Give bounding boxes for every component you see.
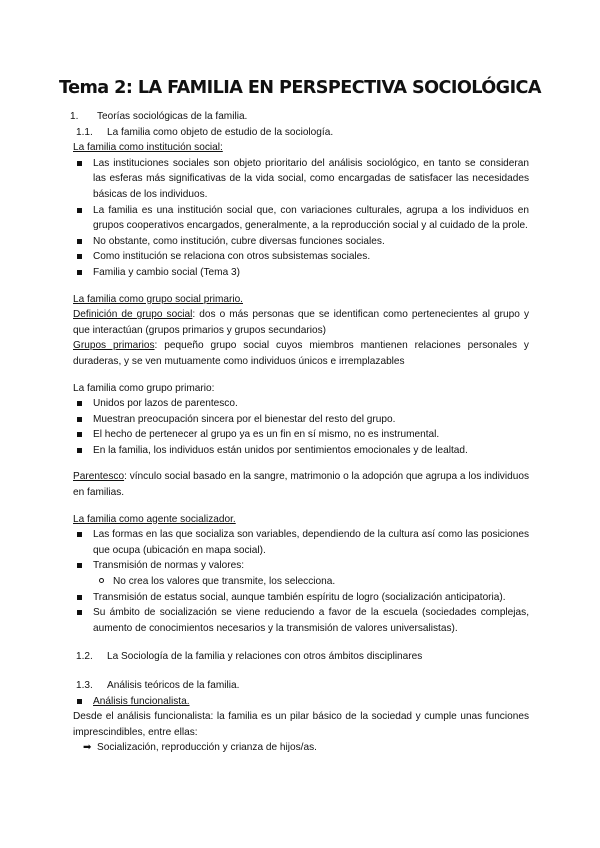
list-item: Transmisión de normas y valores:: [73, 558, 529, 574]
square-bullet-icon: [77, 532, 82, 537]
spacer: [73, 281, 529, 292]
square-bullet-icon: [77, 270, 82, 275]
grupos-primarios-term: Grupos primarios: [73, 340, 155, 352]
spacer: [73, 636, 529, 649]
grupo-primario-bullet-list: [73, 396, 529, 458]
grupo-primario-lead: La familia como grupo primario:: [73, 382, 215, 394]
institucion-bullet-list: [73, 156, 529, 281]
list-item: Las instituciones sociales son objeto prioritario del análisis sociológico, en tanto se consideran las esferas más significativas de la vida social, como encargadas de satisfacer las necesidades básicas de los individuos.: [73, 156, 529, 203]
list-item: Como institución se relaciona con otros subsistemas sociales.: [73, 249, 529, 265]
subsection-1-2-number: 1.2.: [76, 651, 93, 663]
square-bullet-icon: [77, 239, 82, 244]
spacer: [73, 458, 529, 469]
subsection-1-1-label: La familia como objeto de estudio de la sociología.: [107, 126, 334, 138]
parentesco-text: : vínculo social basado en la sangre, matrimonio o la adopción que agrupa a los individuos en familias.: [73, 471, 529, 499]
list-item: En la familia, los individuos están unidos por sentimientos emocionales y de lealtad.: [73, 443, 529, 459]
square-bullet-icon: [77, 448, 82, 453]
grupos-primarios-text: : pequeño grupo social cuyos miembros mantienen relaciones personales y duraderas, y se ven mutuamente como individuos únicos e irremplazables: [73, 340, 529, 367]
parentesco-term: Parentesco: [73, 471, 125, 483]
list-item-nested: No crea los valores que transmite, los selecciona.: [73, 574, 529, 590]
square-bullet-icon: [77, 417, 82, 422]
list-item: Su ámbito de socialización se viene reduciendo a favor de la escuela (sociedades complejas, aumento de conocimientos necesarios y la transmisión de valores universalistas).: [73, 605, 529, 636]
subsection-1-3-heading: [73, 678, 529, 694]
section-1-label: Teorías sociológicas de la familia.: [97, 111, 248, 122]
square-bullet-icon: [77, 161, 82, 166]
spacer: [73, 665, 529, 678]
list-item: Las formas en las que socializa son variables, dependiendo de la cultura así como las posiciones que ocupa (ubicación en mapa social).: [73, 527, 529, 558]
funcionalista-arrow-item: ➡ Socialización, reproducción y crianza de hijos/as.: [73, 740, 529, 756]
grupo-primario-heading: La familia como grupo social primario.: [73, 293, 243, 305]
square-bullet-icon: [77, 401, 82, 406]
definicion-grupo-social: [73, 307, 529, 338]
subsection-1-1-number: 1.1.: [76, 126, 93, 138]
funcionalista-text: Desde el análisis funcionalista: la familia es un pilar básico de la sociedad y cumple unas funciones imprescindibles, entre ellas:: [73, 711, 529, 738]
square-bullet-icon: [77, 699, 82, 704]
section-1-heading: [70, 109, 529, 125]
list-item: Transmisión de estatus social, aunque también espíritu de logro (socialización anticipatoria).: [73, 590, 529, 606]
subsection-1-1-heading: [73, 125, 529, 141]
definicion-term: Definición de grupo social: [73, 309, 193, 321]
document-body: [70, 109, 529, 756]
list-item: El hecho de pertenecer al grupo ya es un fin en sí mismo, no es instrumental.: [73, 427, 529, 443]
square-bullet-icon: [77, 595, 82, 600]
parentesco-definition: [73, 469, 529, 500]
spacer: [73, 501, 529, 512]
subsection-1-3-label: Análisis teóricos de la familia.: [107, 680, 240, 691]
subsection-1-3-number: 1.3.: [76, 680, 93, 691]
list-item: Unidos por lazos de parentesco.: [73, 396, 529, 412]
institucion-heading: La familia como institución social:: [73, 142, 223, 154]
list-item: No obstante, como institución, cubre diversas funciones sociales.: [73, 234, 529, 250]
list-item: La familia es una institución social que, con variaciones culturales, agrupa a los individuos en grupos cooperativos encargados, generalmente, a la reproducción social y al cuidado de la prole.: [73, 203, 529, 234]
right-arrow-icon: ➡: [83, 742, 92, 754]
spacer: [73, 370, 529, 381]
subsection-1-2-heading: [73, 649, 529, 665]
square-bullet-icon: [77, 208, 82, 213]
funcionalista-heading-item: [73, 694, 529, 710]
square-bullet-icon: [77, 432, 82, 437]
funcionalista-heading: Análisis funcionalista.: [93, 695, 190, 707]
list-item: Familia y cambio social (Tema 3): [73, 265, 529, 281]
square-bullet-icon: [77, 610, 82, 615]
subsection-1-2-label: La Sociología de la familia y relaciones con otros ámbitos disciplinares: [107, 651, 423, 663]
grupos-primarios-definition: [73, 338, 529, 369]
agente-socializador-heading: La familia como agente socializador.: [73, 513, 236, 525]
agente-bullet-list: [73, 527, 529, 636]
section-1-number: 1.: [70, 111, 79, 122]
list-item: Muestran preocupación sincera por el bienestar del resto del grupo.: [73, 412, 529, 428]
circle-bullet-icon: [99, 578, 104, 583]
page-title: Tema 2: LA FAMILIA EN PERSPECTIVA SOCIOLÓGICA: [59, 77, 541, 98]
square-bullet-icon: [77, 254, 82, 259]
square-bullet-icon: [77, 563, 82, 568]
definicion-text: : dos o más personas que se identifican como pertenecientes al grupo y que interactúan (grupos primarios y grupos secundarios): [73, 309, 529, 336]
